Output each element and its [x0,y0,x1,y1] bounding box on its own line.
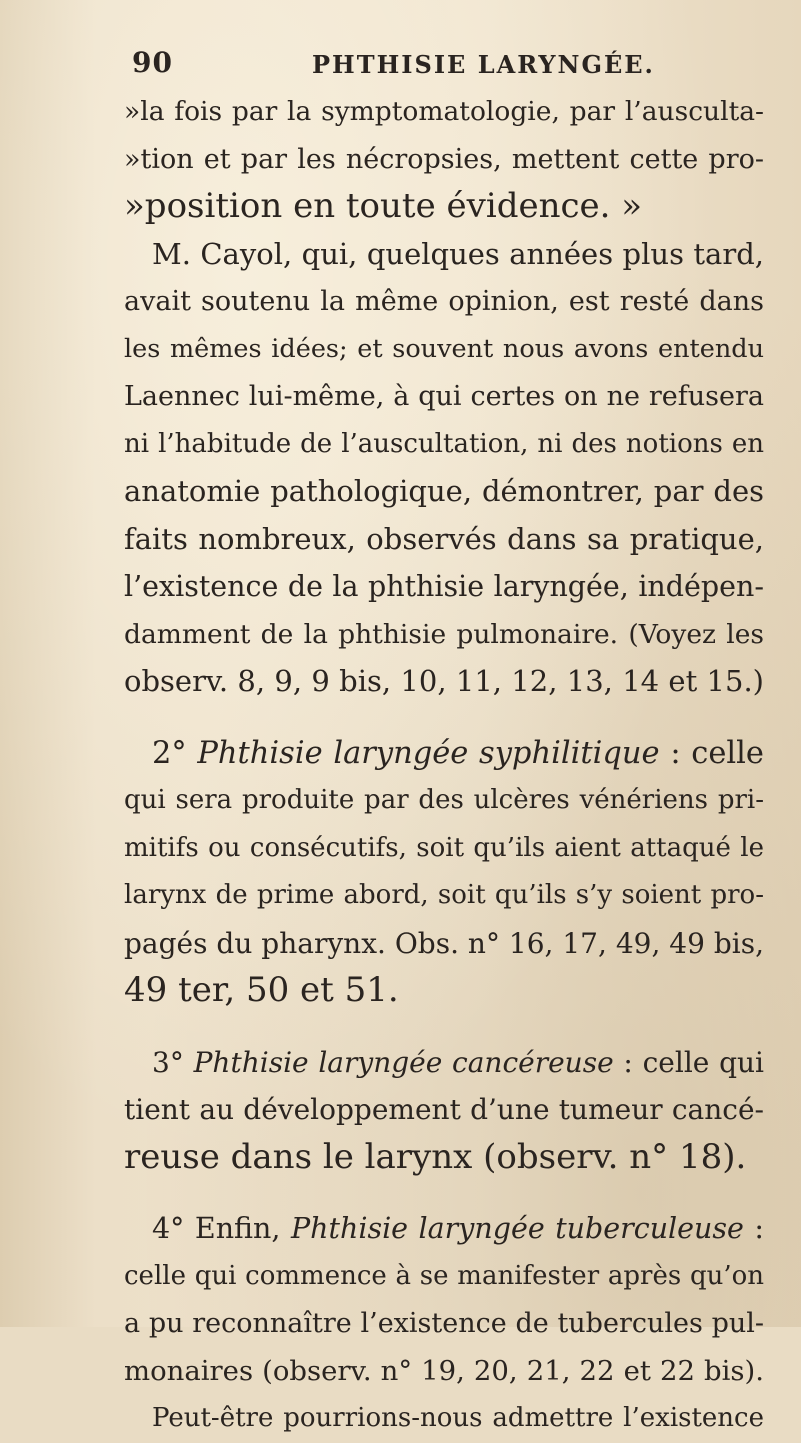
text-line: damment de la phthisie pulmonaire. (Voyez les [124,618,764,650]
text-line: monaires (observ. n° 19, 20, 21, 22 et 22 bis). [124,1354,764,1387]
text-line: a pu reconnaître l’existence de tubercules pul- [124,1308,764,1339]
text-line: 49 ter, 50 et 51. [124,970,399,1010]
text-line: Peut-être pourrions-nous admettre l’existence [152,1403,764,1433]
text-line: anatomie pathologique, démontrer, par des [124,474,764,508]
text-fragment: Enfin, [194,1212,281,1245]
italic-term: Phthisie laryngée syphilitique [197,735,660,771]
paragraph-gap [124,706,764,730]
text-line: pagés du pharynx. Obs. n° 16, 17, 49, 49 bis, [124,926,764,960]
text-line: mitifs ou consécutifs, soit qu’ils aient attaqué le [124,832,764,863]
item-number: 3° [152,1045,184,1079]
text-line: »tion et par les nécropsies, mettent cette pro- [124,143,764,175]
text-fragment: : celle qui [623,1045,764,1079]
text-line: qui sera produite par des ulcères vénériens pri- [124,785,764,815]
paragraph-heading-line [124,1205,764,1253]
text-line: tient au développement d’une tumeur cancé- [124,1093,764,1126]
text-line: ni l’habitude de l’auscultation, ni des notions en [124,428,764,459]
text-line: »position en toute évidence. » [124,186,643,226]
text-line: l’existence de la phthisie laryngée, indépen- [124,570,764,603]
paragraph-heading-line [124,1039,764,1087]
text-line: larynx de prime abord, soit qu’ils s’y soient pro- [124,880,764,910]
body-text [124,88,764,1443]
page-number: 90 [132,46,173,79]
paragraph-heading-line [124,730,764,778]
text-line: avait soutenu la même opinion, est resté dans [124,286,764,317]
item-number: 2° [152,735,187,771]
paragraph-gap [124,1015,764,1039]
running-head: PHTHISIE LARYNGÉE. [312,50,655,79]
italic-term: Phthisie laryngée cancéreuse [193,1045,614,1079]
text-line: observ. 8, 9, 9 bis, 10, 11, 12, 13, 14 et 15.) [124,664,764,698]
paragraph-gap [124,1181,764,1205]
item-number: 4° [152,1212,185,1245]
text-line: celle qui commence à se manifester après qu’on [124,1260,764,1291]
text-fragment: : [754,1212,764,1245]
page-header [132,46,772,82]
italic-term: Phthisie laryngée tuberculeuse [290,1212,744,1245]
text-line: »la fois par la symptomatologie, par l’ausculta- [124,96,764,127]
text-line: faits nombreux, observés dans sa pratique, [124,521,764,556]
text-line: Laennec lui-même, à qui certes on ne refusera [124,381,764,412]
text-line: M. Cayol, qui, quelques années plus tard, [152,236,764,271]
text-fragment: : celle [670,735,764,771]
text-line: les mêmes idées; et souvent nous avons entendu [124,333,764,364]
text-line: reuse dans le larynx (observ. n° 18). [124,1136,747,1177]
